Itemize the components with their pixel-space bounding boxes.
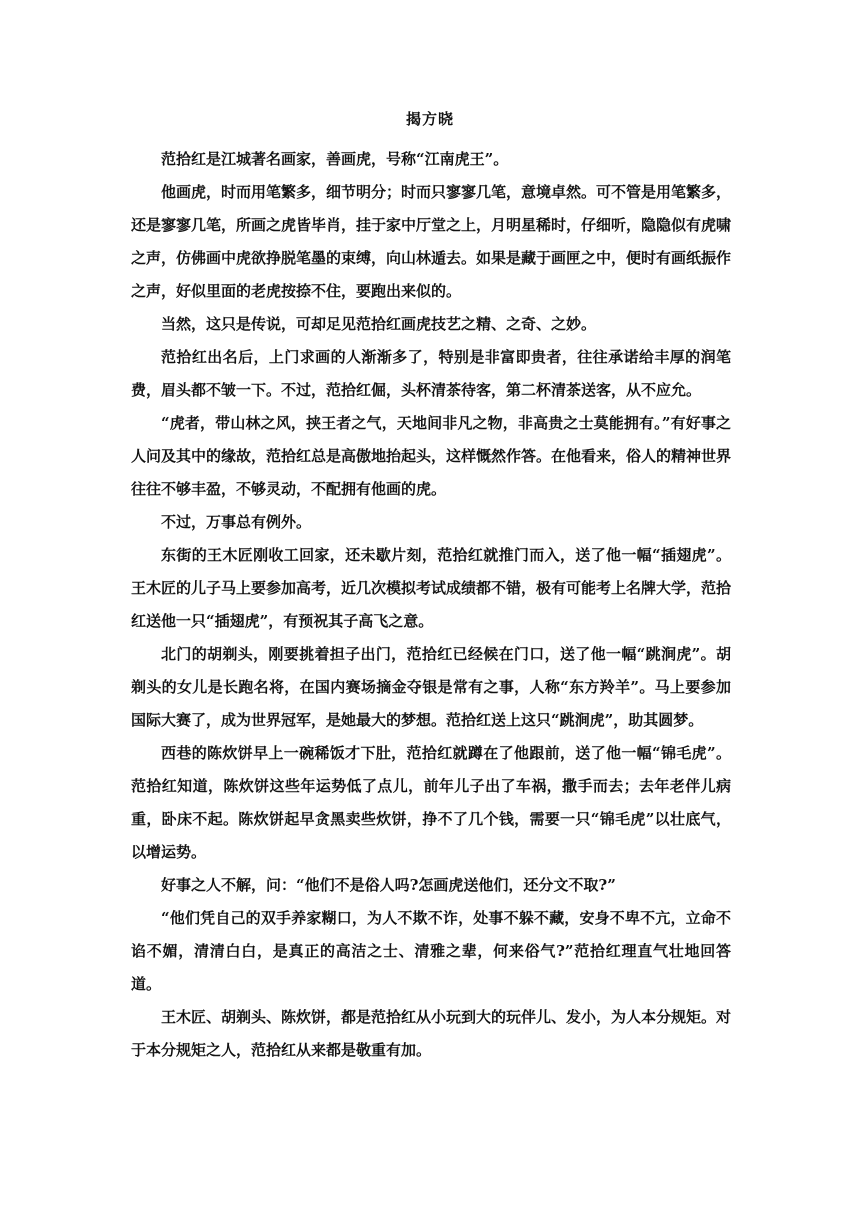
document-body [131,143,731,1067]
document-title: 揭方晓 [405,110,454,128]
paragraph: 西巷的陈炊饼早上一碗稀饭才下肚，范拾红就蹲在了他跟前，送了他一幅“锦毛虎”。范拾红知道，陈炊饼这些年运势低了点儿，前年儿子出了车祸，撒手而去；去年老伴儿病重，卧床不起。陈炊饼起早贪黑卖些炊饼，挣不了几个钱，需要一只“锦毛虎”以壮底气，以增运势。 [131,744,731,861]
paragraph: 东街的王木匠刚收工回家，还未歇片刻，范拾红就推门而入，送了他一幅“插翅虎”。王木匠的儿子马上要参加高考，近几次模拟考试成绩都不错，极有可能考上名牌大学，范拾红送他一只“插翅虎”，有预祝其子高飞之意。 [131,546,732,630]
paragraph: “虎者，带山林之风，挟王者之气，天地间非凡之物，非高贵之士莫能拥有。”有好事之人问及其中的缘故，范拾红总是高傲地抬起头，这样慨然作答。在他看来，俗人的精神世界往往不够丰盈，不够灵动，不配拥有他画的虎。 [131,414,732,498]
paragraph: 当然，这只是传说，可却足见范拾红画虎技艺之精、之奇、之妙。 [161,315,597,333]
paragraph: 范拾红是江城著名画家，善画虎，号称“江南虎王”。 [161,150,509,168]
paragraph: 不过，万事总有例外。 [161,513,312,531]
paragraph: “他们凭自己的双手养家糊口，为人不欺不诈，处事不躲不藏，安身不卑不亢，立命不谄不媚，清清白白，是真正的高洁之士、清雅之辈，何来俗气?”范拾红理直气壮地回答道。 [131,909,731,993]
paragraph: 他画虎，时而用笔繁多，细节明分；时而只寥寥几笔，意境卓然。可不管是用笔繁多，还是寥寥几笔，所画之虎皆毕肖，挂于家中厅堂之上，月明星稀时，仔细听，隐隐似有虎啸之声，仿佛画中虎欲挣脱笔墨的束缚，向山林遁去。如果是藏于画匣之中，便时有画纸振作之声，好似里面的老虎按捺不住，要跑出来似的。 [131,183,732,300]
paragraph: 王木匠、胡剃头、陈炊饼，都是范拾红从小玩到大的玩伴儿、发小，为人本分规矩。对于本分规矩之人，范拾红从来都是敬重有加。 [131,1008,732,1059]
paragraph: 范拾红出名后，上门求画的人渐渐多了，特别是非富即贵者，往往承诺给丰厚的润笔费，眉头都不皱一下。不过，范拾红倔，头杯清茶待客，第二杯清茶送客，从不应允。 [131,348,731,399]
paragraph: 北门的胡剃头，刚要挑着担子出门，范拾红已经候在门口，送了他一幅“跳涧虎”。胡剃头的女儿是长跑名将，在国内赛场摘金夺银是常有之事，人称“东方羚羊”。马上要参加国际大赛了，成为世界冠军，是她最大的梦想。范拾红送上这只“跳涧虎”，助其圆梦。 [131,645,731,729]
paragraph: 好事之人不解，问：“他们不是俗人吗?怎画虎送他们，还分文不取?” [161,876,616,894]
